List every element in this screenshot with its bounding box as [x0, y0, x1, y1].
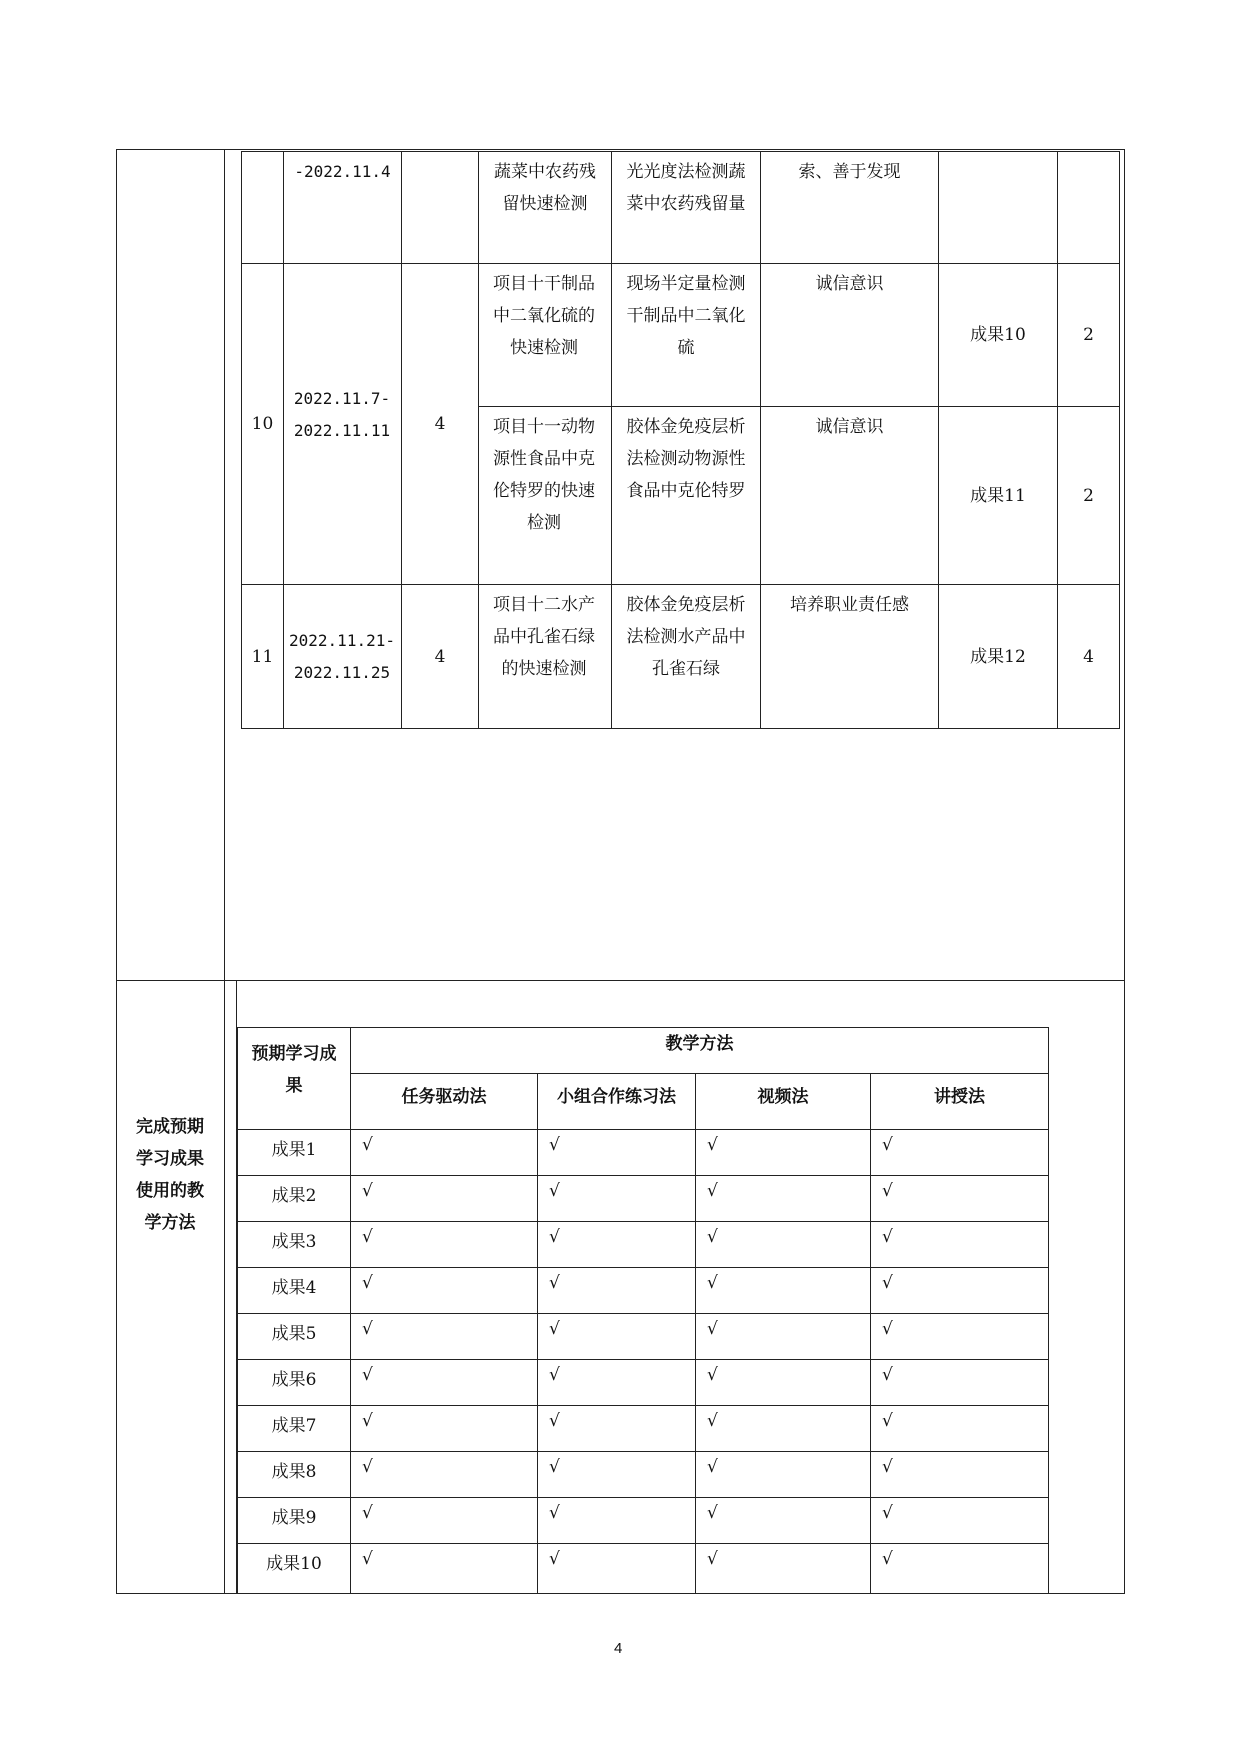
row-outcome: 成果6	[271, 1370, 317, 1390]
header-outcome: 预期学习成果	[251, 1044, 337, 1096]
check-mark: √	[362, 1135, 373, 1155]
header-method-3: 视频法	[757, 1087, 809, 1107]
week10-weight-2: 2	[1083, 485, 1094, 506]
check-mark: √	[362, 1181, 373, 1201]
check-mark: √	[882, 1457, 893, 1477]
check-mark: √	[882, 1273, 893, 1293]
page-number: 4	[614, 1640, 623, 1657]
check-mark: √	[362, 1227, 373, 1247]
week11-hours: 4	[434, 646, 446, 667]
check-mark: √	[362, 1411, 373, 1431]
row-outcome: 成果1	[271, 1140, 317, 1160]
check-mark: √	[362, 1549, 373, 1569]
week11-outcome: 成果12	[970, 646, 1026, 667]
check-mark: √	[707, 1135, 718, 1155]
header-methods: 教学方法	[665, 1034, 734, 1054]
check-mark: √	[707, 1227, 718, 1247]
check-mark: √	[549, 1319, 560, 1339]
check-mark: √	[549, 1273, 560, 1293]
continued-content: 光光度法检测蔬菜中农药残留量	[626, 162, 746, 214]
header-method-4: 讲授法	[934, 1087, 985, 1107]
week10-outcome-1: 成果10	[970, 325, 1026, 345]
check-mark: √	[882, 1365, 893, 1385]
week10-ideology-2: 诚信意识	[815, 417, 884, 437]
week10-hours: 4	[434, 414, 446, 434]
check-mark: √	[549, 1503, 560, 1523]
check-mark: √	[882, 1135, 893, 1155]
check-mark: √	[707, 1319, 718, 1339]
continued-project: 蔬菜中农药残留快速检测	[494, 162, 596, 214]
week10-weight-1: 2	[1083, 325, 1094, 345]
check-mark: √	[362, 1273, 373, 1293]
check-mark: √	[549, 1457, 560, 1477]
week10-date: 2022.11.7-2022.11.11	[293, 389, 391, 440]
check-mark: √	[707, 1181, 718, 1201]
check-mark: √	[362, 1319, 373, 1339]
week11-number: 11	[251, 646, 274, 667]
week11-ideology: 培养职业责任感	[790, 595, 909, 615]
row-outcome: 成果9	[271, 1508, 317, 1528]
check-mark: √	[549, 1135, 560, 1155]
check-mark: √	[882, 1227, 893, 1247]
check-mark: √	[549, 1181, 560, 1201]
check-mark: √	[707, 1365, 718, 1385]
check-mark: √	[362, 1365, 373, 1385]
week11-content: 胶体金免疫层析法检测水产品中孔雀石绿	[626, 595, 746, 679]
check-mark: √	[707, 1503, 718, 1523]
check-mark: √	[707, 1549, 718, 1569]
week10-number: 10	[251, 414, 274, 434]
row-outcome: 成果3	[271, 1232, 317, 1252]
week10-content-2: 胶体金免疫层析法检测动物源性食品中克伦特罗	[626, 417, 746, 501]
check-mark: √	[882, 1503, 893, 1523]
row-outcome: 成果7	[271, 1416, 317, 1436]
continued-ideology: 索、善于发现	[798, 162, 901, 182]
continued-date: -2022.11.4	[294, 162, 391, 181]
week11-weight: 4	[1083, 646, 1094, 667]
check-mark: √	[707, 1457, 718, 1477]
check-mark: √	[707, 1273, 718, 1293]
week10-content-1: 现场半定量检测干制品中二氧化硫	[626, 274, 746, 358]
check-mark: √	[882, 1319, 893, 1339]
check-mark: √	[882, 1181, 893, 1201]
check-mark: √	[882, 1411, 893, 1431]
check-mark: √	[362, 1457, 373, 1477]
check-mark: √	[362, 1503, 373, 1523]
check-mark: √	[549, 1227, 560, 1247]
header-method-1: 任务驱动法	[401, 1087, 487, 1107]
week11-date: 2022.11.21-2022.11.25	[289, 630, 395, 682]
row-outcome: 成果4	[271, 1278, 317, 1298]
week10-outcome-2: 成果11	[970, 485, 1026, 506]
header-method-2: 小组合作练习法	[557, 1087, 676, 1107]
row-outcome: 成果5	[271, 1324, 317, 1344]
check-mark: √	[882, 1549, 893, 1569]
row-outcome: 成果2	[271, 1186, 317, 1206]
week10-project-2: 项目十一动物源性食品中克伦特罗的快速检测	[493, 417, 595, 533]
week11-project: 项目十二水产品中孔雀石绿的快速检测	[493, 595, 595, 679]
check-mark: √	[707, 1411, 718, 1431]
week10-ideology-1: 诚信意识	[815, 274, 884, 294]
check-mark: √	[549, 1365, 560, 1385]
check-mark: √	[549, 1549, 560, 1569]
row-outcome: 成果8	[271, 1462, 317, 1482]
check-mark: √	[549, 1411, 560, 1431]
methods-section-label: 完成预期学习成果使用的教学方法	[136, 1117, 204, 1233]
week10-project-1: 项目十干制品中二氧化硫的快速检测	[493, 274, 595, 358]
row-outcome: 成果10	[266, 1554, 322, 1574]
